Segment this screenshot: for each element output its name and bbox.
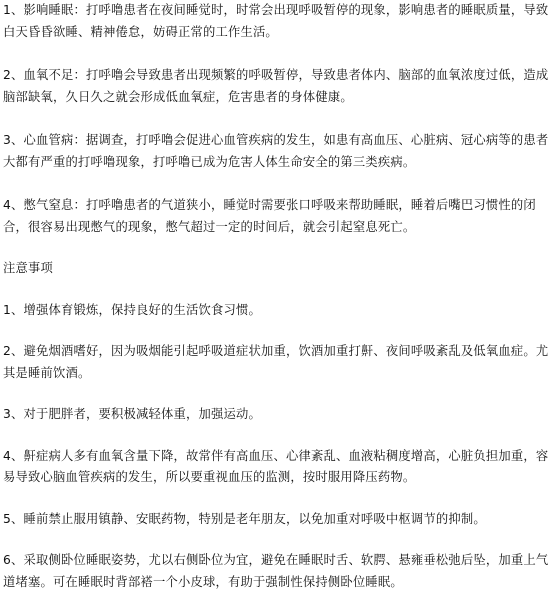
note-paragraph-2: 2、避免烟酒嗜好，因为吸烟能引起呼吸道症状加重，饮酒加重打鼾、夜间呼吸紊乱及低氧血症。尤其是睡前饮酒。	[3, 344, 549, 380]
harm-paragraph-1: 1、影响睡眠：打呼噜患者在夜间睡觉时，时常会出现呼吸暂停的现象，影响患者的睡眠质量，导致白天昏昏欲睡、精神倦怠，妨碍正常的工作生活。	[3, 3, 549, 39]
harm-paragraph-4: 4、憋气窒息：打呼噜患者的气道狭小，睡觉时需要张口呼吸来帮助睡眠，睡着后嘴巴习惯性的闭合，很容易出现憋气的现象，憋气超过一定的时间后，就会引起窒息死亡。	[3, 198, 536, 234]
document-body	[3, 0, 555, 593]
notes-heading: 注意事项	[3, 261, 53, 275]
note-paragraph-4: 4、鼾症病人多有血氧含量下降，故常伴有高血压、心律紊乱、血液粘稠度增高，心脏负担加重，容易导致心脑血管疾病的发生，所以要重视血压的监测，按时服用降压药物。	[3, 448, 549, 484]
note-paragraph-1: 1、增强体育锻炼，保持良好的生活饮食习惯。	[3, 302, 261, 317]
harm-paragraph-2: 2、血氧不足：打呼噜会导致患者出现频繁的呼吸暂停，导致患者体内、脑部的血氧浓度过低，造成脑部缺氧，久日久之就会形成低血氧症，危害患者的身体健康。	[3, 68, 549, 104]
note-paragraph-3: 3、对于肥胖者，要积极减轻体重，加强运动。	[3, 407, 261, 421]
note-paragraph-6: 6、采取侧卧位睡眠姿势，尤以右侧卧位为宜，避免在睡眠时舌、软腭、悬雍垂松弛后坠，加重上气道堵塞。可在睡眠时背部褡一个小皮球，有助于强制性保持侧卧位睡眠。	[3, 553, 549, 589]
note-paragraph-5: 5、睡前禁止服用镇静、安眠药物，特别是老年朋友，以免加重对呼吸中枢调节的抑制。	[3, 511, 486, 526]
harm-paragraph-3: 3、心血管病：据调查，打呼噜会促进心血管疾病的发生，如患有高血压、心脏病、冠心病等的患者大都有严重的打呼噜现象，打呼噜已成为危害人体生命安全的第三类疾病。	[3, 133, 549, 169]
